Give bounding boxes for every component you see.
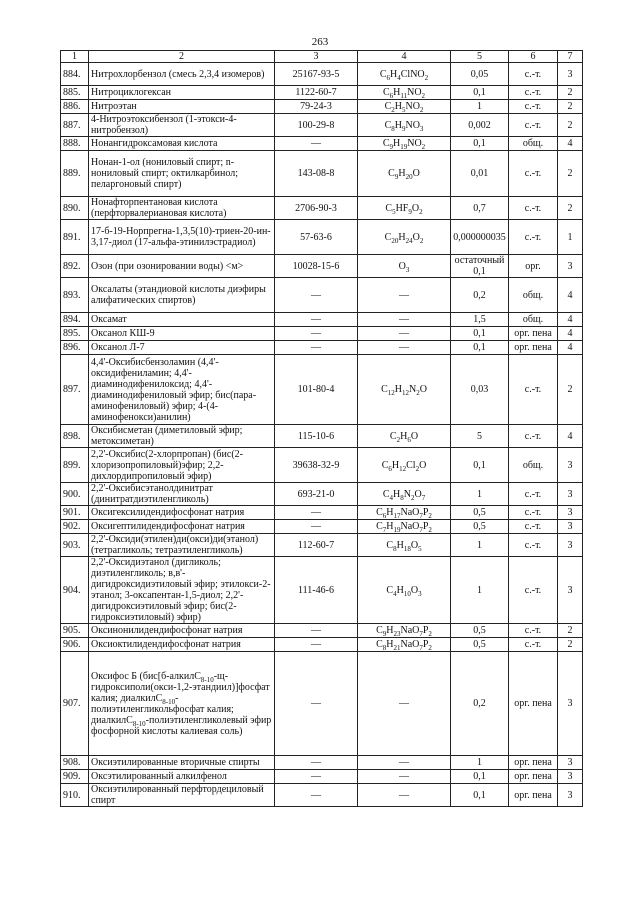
row-number: 885. [61,86,89,100]
chemical-formula: — [358,278,451,313]
row-number: 908. [61,756,89,770]
chemical-formula: $C_9H_{23}NaO_7P_2$ [358,624,451,638]
column-header: 1 [61,51,89,63]
cas-number: 112-60-7 [275,534,358,557]
hazard-indicator: с.-т. [509,197,558,220]
hazard-class: 3 [558,483,583,506]
chemical-formula: $C_4H_8N_2O_7$ [358,483,451,506]
chemical-formula: — [358,784,451,807]
row-number: 893. [61,278,89,313]
hazard-class: 1 [558,220,583,255]
hazard-indicator: с.-т. [509,638,558,652]
chemical-formula: $C_5HF_9O_2$ [358,197,451,220]
row-number: 907. [61,652,89,756]
row-number: 906. [61,638,89,652]
hazard-indicator: орг. пена [509,652,558,756]
substance-name: 2,2'-Оксибисэтанолдинитрат (динитратдиэтиленгликоль) [89,483,275,506]
table-row [61,114,583,137]
column-header: 6 [509,51,558,63]
chemical-formula: $C_6H_{17}NaO_7P_2$ [358,506,451,520]
chemical-formula: $C_2H_6O$ [358,425,451,448]
chemical-formula: $C_{12}H_{12}N_2O$ [358,355,451,425]
table-row [61,520,583,534]
hazard-indicator: с.-т. [509,557,558,624]
hazard-indicator: общ. [509,278,558,313]
cas-number: 693-21-0 [275,483,358,506]
chemical-formula: $C_6H_{12}Cl_2O$ [358,448,451,483]
table-row [61,100,583,114]
substance-name: Нонафторпентановая кислота (перфторвалериановая кислота) [89,197,275,220]
hazard-class: 3 [558,448,583,483]
row-number: 891. [61,220,89,255]
row-number: 909. [61,770,89,784]
cas-number: 143-08-8 [275,151,358,197]
concentration-value: 0,5 [451,624,509,638]
hazard-indicator: орг. пена [509,784,558,807]
substance-name: 4-Нитроэтоксибензол (1-этокси-4-нитробензол) [89,114,275,137]
table-row [61,151,583,197]
substance-name: 2,2'-Оксидиэтанол (дигликоль; диэтиленгликоль; в,в'-дигидроксидиэтиловый эфир; этилокси-2- этанол; 3-оксапентан-1,5-диол; 2,2'-дигидроксиэтиловый эфир; бис(2-гидроксиэтиловый) эфир) [89,557,275,624]
cas-number: 39638-32-9 [275,448,358,483]
chemical-formula: $C_2H_5NO_2$ [358,100,451,114]
concentration-value: 0,1 [451,770,509,784]
row-number: 897. [61,355,89,425]
row-number: 886. [61,100,89,114]
concentration-value: 0,03 [451,355,509,425]
row-number: 896. [61,341,89,355]
cas-number: 1122-60-7 [275,86,358,100]
hazard-class: 4 [558,137,583,151]
cas-number: — [275,520,358,534]
concentration-value: 0,1 [451,137,509,151]
hazard-class: 3 [558,534,583,557]
cas-number: 100-29-8 [275,114,358,137]
substance-name: Оксифос Б (бис[б-алкилС$_{8-10}$-щ-гидроксиполи(окси-1,2-этандиил)]фосфат калия; диалкилС$_{8-10}$-полиэтиленгликольфосфат калия; диалкилС$_{8-10}$-полиэтиленгликолевый эфир фосфорной кислоты калиевая соль) [89,652,275,756]
column-header: 4 [358,51,451,63]
row-number: 887. [61,114,89,137]
concentration-value: 0,1 [451,784,509,807]
hazard-indicator: орг. пена [509,756,558,770]
concentration-value: 0,7 [451,197,509,220]
substance-name: 2,2'-Оксибис(2-хлорпропан) (бис(2-хлоризопропиловый)эфир; 2,2-дихлордипропиловый эфир) [89,448,275,483]
cas-number: — [275,624,358,638]
substance-name: Нонан-1-ол (нониловый спирт; n-нониловый спирт; октилкарбинол; пеларгоновый спирт) [89,151,275,197]
hazard-indicator: с.-т. [509,624,558,638]
cas-number: — [275,506,358,520]
substance-name: Оксамат [89,313,275,327]
concentration-value: 0,1 [451,341,509,355]
chemical-formula: — [358,652,451,756]
hazard-indicator: общ. [509,448,558,483]
chemical-formula: — [358,770,451,784]
substance-name: Оксалаты (этандиовой кислоты диэфиры алифатических спиртов) [89,278,275,313]
table-row [61,638,583,652]
cas-number: — [275,278,358,313]
hazard-indicator: с.-т. [509,520,558,534]
cas-number: 2706-90-3 [275,197,358,220]
substance-name: Оксанол КШ-9 [89,327,275,341]
hazard-class: 4 [558,341,583,355]
cas-number: — [275,327,358,341]
concentration-value: 1 [451,534,509,557]
hazard-indicator: с.-т. [509,534,558,557]
substance-name: 17-б-19-Норпрегна-1,3,5(10)-триен-20-ин- 3,17-диол (17-альфа-этинилэстрадиол) [89,220,275,255]
table-row [61,137,583,151]
concentration-value: 5 [451,425,509,448]
row-number: 910. [61,784,89,807]
hazard-indicator: с.-т. [509,114,558,137]
table-row [61,483,583,506]
concentration-value: 1 [451,483,509,506]
table-row [61,341,583,355]
table-row [61,278,583,313]
hazard-indicator: с.-т. [509,483,558,506]
hazard-indicator: с.-т. [509,151,558,197]
hazard-indicator: с.-т. [509,86,558,100]
concentration-value: 0,000000035 [451,220,509,255]
row-number: 889. [61,151,89,197]
concentration-value: 1 [451,557,509,624]
chemical-formula: $C_8H_{21}NaO_7P_2$ [358,638,451,652]
hazard-class: 4 [558,327,583,341]
hazard-indicator: орг. пена [509,327,558,341]
hazard-class: 2 [558,197,583,220]
concentration-value: 1,5 [451,313,509,327]
chemical-formula: $C_6H_{11}NO_2$ [358,86,451,100]
concentration-value: 0,1 [451,448,509,483]
substance-name: Оксанол Л-7 [89,341,275,355]
substance-name: Оксиэтилированный перфтордециловый спирт [89,784,275,807]
hazard-class: 3 [558,784,583,807]
concentration-value: 0,5 [451,506,509,520]
hazard-indicator: общ. [509,313,558,327]
cas-number: — [275,652,358,756]
hazard-class: 2 [558,355,583,425]
row-number: 898. [61,425,89,448]
row-number: 905. [61,624,89,638]
page-number: 263 [311,36,329,48]
cas-number: — [275,341,358,355]
concentration-value: 0,002 [451,114,509,137]
row-number: 900. [61,483,89,506]
row-number: 895. [61,327,89,341]
concentration-value: 0,5 [451,520,509,534]
hazard-indicator: с.-т. [509,100,558,114]
row-number: 888. [61,137,89,151]
table-row [61,425,583,448]
hazard-class: 2 [558,114,583,137]
substance-name: Оксигексилидендифосфонат натрия [89,506,275,520]
chemical-formula: $O_3$ [358,255,451,278]
table-row [61,255,583,278]
hazard-class: 4 [558,313,583,327]
cas-number: 10028-15-6 [275,255,358,278]
hazard-indicator: общ. [509,137,558,151]
cas-number: — [275,137,358,151]
concentration-value: 0,2 [451,278,509,313]
substance-name: Озон (при озонировании воды) <м> [89,255,275,278]
concentration-value: 0,05 [451,63,509,86]
column-header: 7 [558,51,583,63]
chemical-formula: $C_7H_{19}NaO_7P_2$ [358,520,451,534]
column-header: 5 [451,51,509,63]
hazard-class: 3 [558,255,583,278]
row-number: 892. [61,255,89,278]
substance-name: Оксэтилированный алкилфенол [89,770,275,784]
concentration-value: 0,1 [451,327,509,341]
table-row [61,355,583,425]
row-number: 902. [61,520,89,534]
concentration-value: 0,5 [451,638,509,652]
table-row [61,534,583,557]
hazard-class: 3 [558,520,583,534]
table-row [61,756,583,770]
column-header: 3 [275,51,358,63]
hazard-class: 2 [558,100,583,114]
chemical-formula: — [358,756,451,770]
hazard-indicator: орг. [509,255,558,278]
row-number: 894. [61,313,89,327]
substance-name: Оксибисметан (диметиловый эфир; метоксиметан) [89,425,275,448]
hazard-class: 3 [558,506,583,520]
chemical-formula: $C_8H_{18}O_5$ [358,534,451,557]
concentration-value: 0,1 [451,86,509,100]
chemical-formula: — [358,313,451,327]
substance-name: Нитрохлорбензол (смесь 2,3,4 изомеров) [89,63,275,86]
cas-number: 25167-93-5 [275,63,358,86]
concentration-value: 1 [451,756,509,770]
chemical-formula: $C_9H_{20}O$ [358,151,451,197]
hazard-indicator: с.-т. [509,506,558,520]
concentration-value: 0,01 [451,151,509,197]
table-header-row [61,51,583,63]
chemical-formula: $C_4H_{10}O_3$ [358,557,451,624]
table-row [61,86,583,100]
table-row [61,506,583,520]
hazard-class: 3 [558,557,583,624]
hazard-class: 3 [558,770,583,784]
chemical-formula: $C_{20}H_{24}O_2$ [358,220,451,255]
column-header: 2 [89,51,275,63]
row-number: 884. [61,63,89,86]
concentration-value: остаточный 0,1 [451,255,509,278]
cas-number: — [275,313,358,327]
substance-name: Нитроциклогексан [89,86,275,100]
chemical-formula: $C_8H_9NO_3$ [358,114,451,137]
hazard-indicator: с.-т. [509,220,558,255]
concentration-value: 0,2 [451,652,509,756]
table-row [61,652,583,756]
substance-name: Оксиэтилированные вторичные спирты [89,756,275,770]
table-row [61,313,583,327]
cas-number: — [275,770,358,784]
chemical-formula: $C_9H_{19}NO_2$ [358,137,451,151]
hazard-indicator: орг. пена [509,770,558,784]
cas-number: 79-24-3 [275,100,358,114]
substance-name: Нитроэтан [89,100,275,114]
substances-table [60,50,583,807]
substance-name: Оксиоктилидендифосфонат натрия [89,638,275,652]
hazard-class: 4 [558,425,583,448]
row-number: 904. [61,557,89,624]
hazard-class: 2 [558,86,583,100]
chemical-formula: — [358,341,451,355]
cas-number: — [275,784,358,807]
hazard-indicator: с.-т. [509,355,558,425]
table-row [61,63,583,86]
hazard-class: 2 [558,638,583,652]
cas-number: — [275,638,358,652]
row-number: 901. [61,506,89,520]
row-number: 903. [61,534,89,557]
table-row [61,557,583,624]
cas-number: 115-10-6 [275,425,358,448]
chemical-formula: — [358,327,451,341]
table-row [61,327,583,341]
hazard-class: 2 [558,624,583,638]
hazard-indicator: с.-т. [509,425,558,448]
substance-name: Нонангидроксамовая кислота [89,137,275,151]
substance-name: Оксинонилидендифосфонат натрия [89,624,275,638]
row-number: 899. [61,448,89,483]
hazard-class: 3 [558,652,583,756]
cas-number: 101-80-4 [275,355,358,425]
substance-name: 4,4'-Оксибисбензоламин (4,4'-оксидифениламин; 4,4'-диаминодифенилоксид; 4,4'-диаминодифениловый эфир; бис(пара-аминофениловый) эфир; 4-(4-аминофенокси)анилин) [89,355,275,425]
table-row [61,220,583,255]
hazard-indicator: с.-т. [509,63,558,86]
chemical-formula: $C_6H_4ClNO_2$ [358,63,451,86]
cas-number: 111-46-6 [275,557,358,624]
substance-name: 2,2'-Оксиди(этилен)ди(окси)ди(этанол) (тетрагликоль; тетраэтиленгликоль) [89,534,275,557]
substance-name: Оксигептилидендифосфонат натрия [89,520,275,534]
row-number: 890. [61,197,89,220]
hazard-class: 2 [558,151,583,197]
table-row [61,197,583,220]
table-row [61,770,583,784]
hazard-indicator: орг. пена [509,341,558,355]
hazard-class: 4 [558,278,583,313]
table-row [61,448,583,483]
table-row [61,784,583,807]
hazard-class: 3 [558,756,583,770]
concentration-value: 1 [451,100,509,114]
table-row [61,624,583,638]
hazard-class: 3 [558,63,583,86]
cas-number: 57-63-6 [275,220,358,255]
cas-number: — [275,756,358,770]
